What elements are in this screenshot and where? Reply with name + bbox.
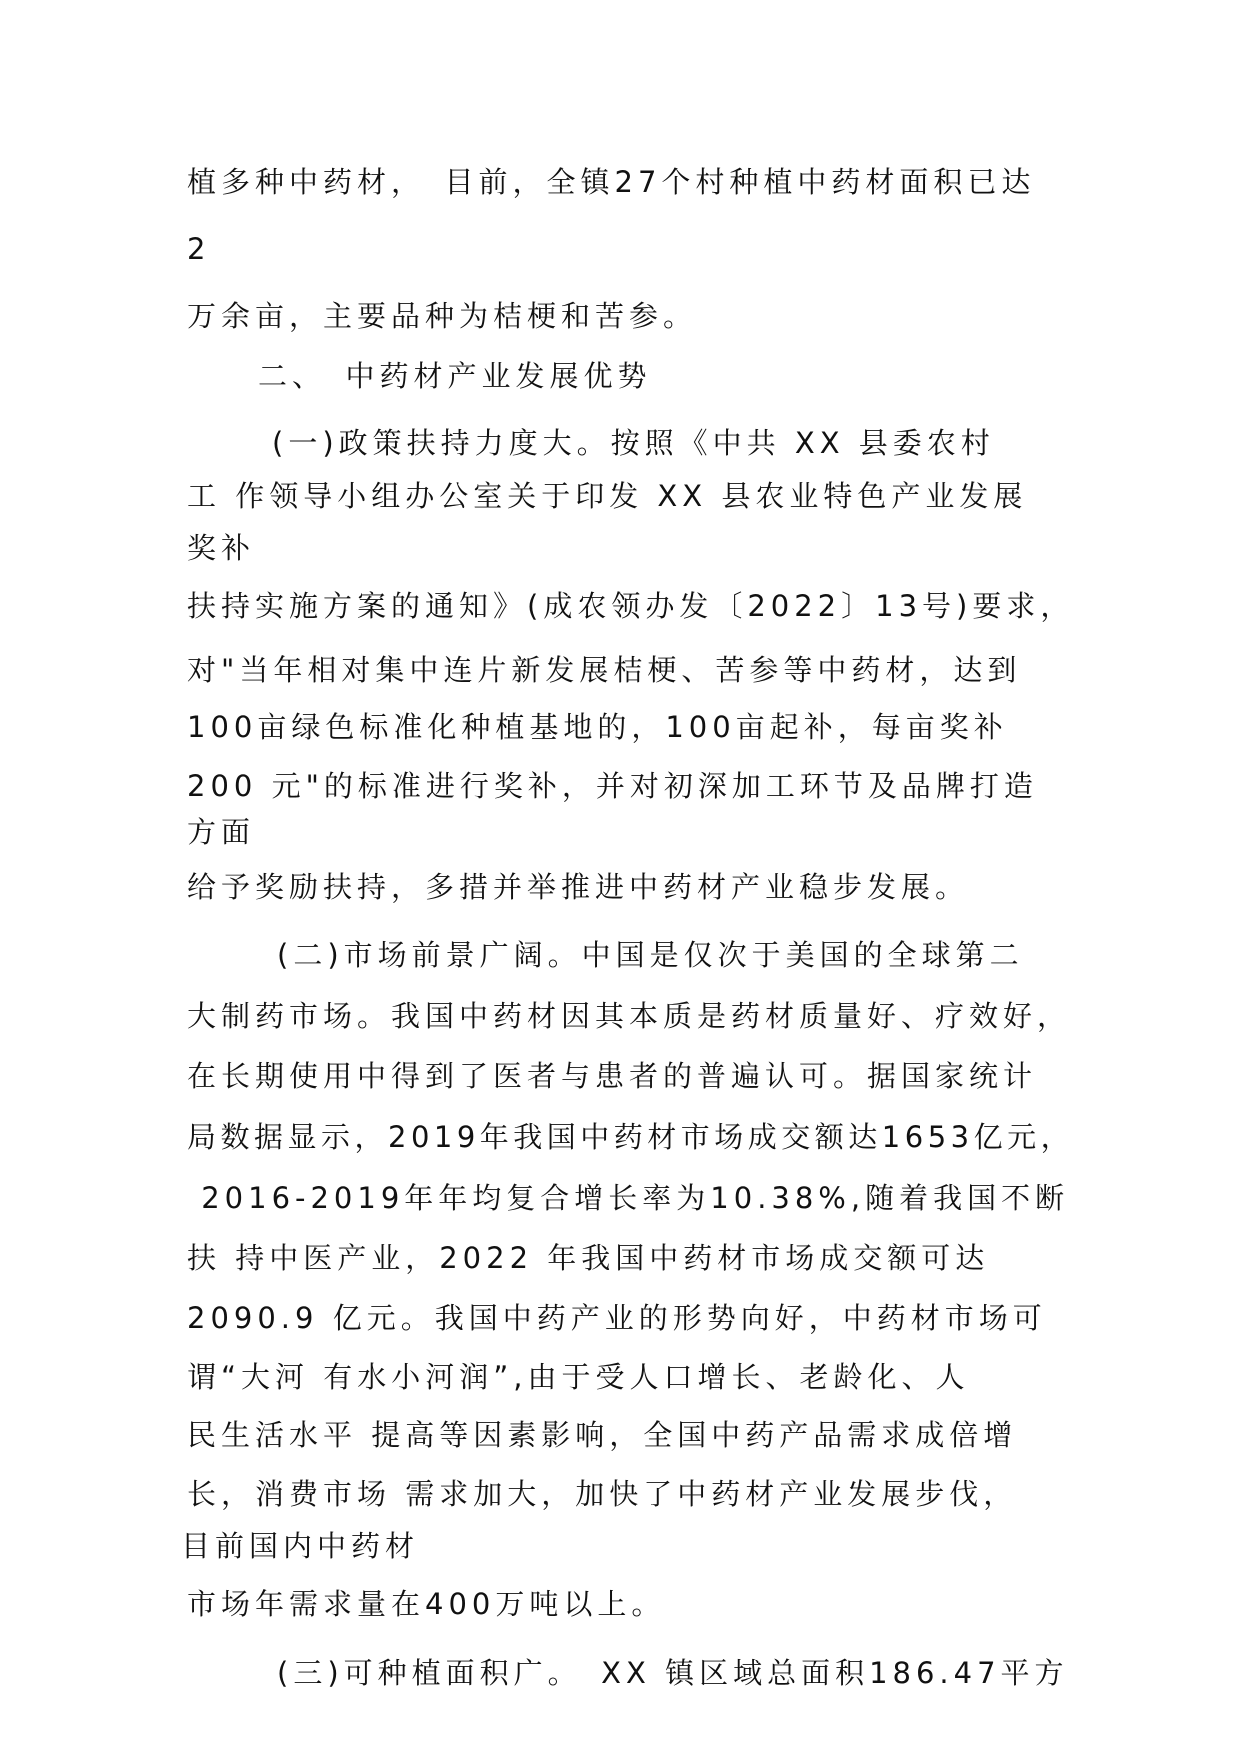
paragraph-line: 2090.9 亿元。我国中药产业的形势向好，中药材市场可 (187, 1301, 1047, 1335)
paragraph-line: 长，消费市场 需求加大，加快了中药材产业发展步伐， (187, 1477, 1018, 1511)
paragraph-line: 对"当年相对集中连片新发展桔梗、苦参等中药材，达到 (187, 653, 1022, 687)
paragraph-line: 给予奖励扶持，多措并举推进中药材产业稳步发展。 (187, 870, 970, 904)
paragraph-line: 扶持实施方案的通知》(成农领办发〔2022〕13号)要求， (187, 589, 1075, 623)
paragraph-line: 2016-2019年年均复合增长率为10.38%,随着我国不断 (187, 1181, 1070, 1215)
paragraph-line: 植多种中药材， 目前，全镇27个村种植中药材面积已达 (187, 165, 1036, 199)
paragraph-line: 扶 持中医产业，2022 年我国中药材市场成交额可达 (187, 1241, 990, 1275)
paragraph-line: 方面 (187, 815, 256, 849)
paragraph-line: 市场年需求量在400万吨以上。 (187, 1587, 666, 1621)
paragraph-line: 在长期使用中得到了医者与患者的普遍认可。据国家统计 (187, 1059, 1038, 1093)
paragraph-line: 100亩绿色标准化种植基地的，100亩起补，每亩奖补 (187, 710, 1008, 744)
paragraph-line: 谓“大河 有水小河润”,由于受人口增长、老龄化、人 (187, 1360, 970, 1394)
paragraph-line: 奖补 (187, 531, 256, 565)
paragraph-line: 工 作领导小组办公室关于印发 XX 县农业特色产业发展 (187, 479, 1028, 513)
paragraph-line: 目前国内中药材 (181, 1529, 420, 1563)
paragraph-line: (一)政策扶持力度大。按照《中共 XX 县委农村 (272, 426, 995, 460)
paragraph-line: (三)可种植面积广。 XX 镇区域总面积186.47平方 (277, 1656, 1069, 1690)
paragraph-line: 200 元"的标准进行奖补，并对初深加工环节及品牌打造 (187, 769, 1038, 803)
paragraph-line: 2 (187, 232, 211, 266)
paragraph-line: 万余亩，主要品种为桔梗和苦参。 (187, 299, 698, 333)
paragraph-line: 局数据显示，2019年我国中药材市场成交额达1653亿元， (187, 1120, 1075, 1154)
paragraph-line: 民生活水平 提高等因素影响，全国中药产品需求成倍增 (187, 1418, 1018, 1452)
paragraph-line: 大制药市场。我国中药材因其本质是药材质量好、疗效好， (187, 999, 1072, 1033)
paragraph-line: (二)市场前景广阔。中国是仅次于美国的全球第二 (277, 938, 1024, 972)
section-heading: 二、 中药材产业发展优势 (258, 359, 652, 393)
